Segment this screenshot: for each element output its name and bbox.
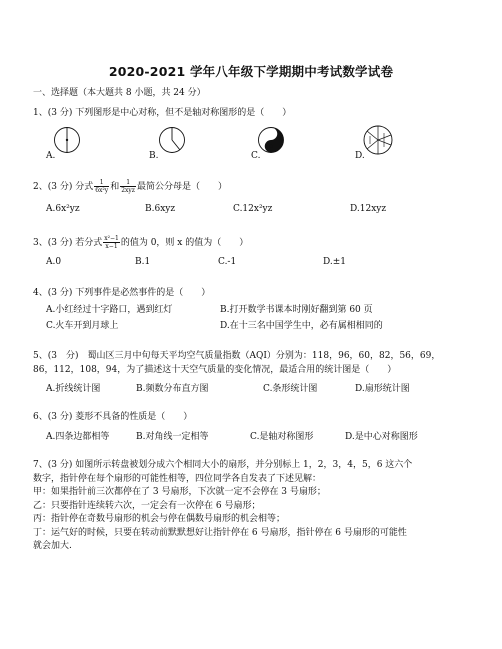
figure-1a-circle-vertical-line: [53, 126, 81, 154]
fraction-numerator: x²−1: [104, 235, 119, 242]
fraction-2-numerator: 1: [120, 179, 136, 187]
question-5-line-2: 86，112，108，94，为了描述这十天空气质量的变化情况，最适合用的统计图是（ ）: [33, 365, 397, 375]
question-1-stem: 1、(3 分) 下列图形是中心对称，但不是轴对称图形的是（ ）: [33, 108, 292, 118]
question-3-option-b: B.1: [135, 257, 151, 267]
fraction-1-numerator: 1: [94, 179, 109, 187]
question-7-line: 乙：只要指针连续转六次，一定会有一次停在 6 号扇形；: [33, 500, 261, 511]
question-6-option-d: D.是中心对称图形: [345, 432, 418, 442]
question-6-option-a: A.四条边都相等: [46, 432, 110, 442]
question-7-line: 就会加大.: [33, 541, 72, 551]
page-title: 2020-2021 学年八年级下学期期中考试数学试卷: [108, 64, 394, 79]
question-2-fraction-1: [94, 179, 109, 194]
question-3-option-c: C.-1: [218, 257, 237, 267]
question-7-line: 丁：运气好的时候，只要在转动前默默想好让指针停在 6 号扇形，指针停在 6 号扇形的可能性: [33, 527, 407, 538]
question-1-option-a: A.: [46, 151, 56, 161]
figure-1c-yin-yang: [257, 126, 285, 154]
figure-1b-circle-sector: [158, 126, 186, 154]
fraction-2-denominator: 2xyz: [121, 187, 135, 194]
question-5-option-a: A.折线统计图: [46, 384, 101, 394]
question-7-paragraph: [33, 459, 453, 554]
question-3-prefix: 3、(3 分) 若分式: [33, 238, 103, 248]
question-2-option-b: B.6xyz: [145, 204, 176, 214]
question-6-option-b: B.对角线一定相等: [136, 432, 209, 442]
question-3-stem: [33, 235, 248, 250]
question-2-suffix: 最简公分母是（ ）: [136, 182, 227, 192]
question-2-option-c: C.12x²yz: [233, 204, 273, 214]
question-2-option-a: A.6x²yz: [46, 204, 80, 214]
fraction-denominator: x−1: [105, 243, 118, 250]
question-3-option-d: D.±1: [323, 257, 347, 267]
question-2-stem: [33, 179, 227, 194]
question-2-conjunction: 和: [110, 182, 120, 192]
question-7-line: 7、(3 分) 如图所示转盘被划分成六个相同大小的扇形，并分别标上 1，2，3，4，5，6 这六个: [33, 460, 413, 470]
question-3-suffix: 的值为 0，则 x 的值为（ ）: [120, 238, 249, 248]
question-1-option-d: D.: [355, 151, 365, 161]
question-3-option-a: A.0: [46, 257, 62, 267]
question-2-prefix: 2、(3 分) 分式: [33, 182, 94, 192]
question-7-line: 丙：指针停在奇数号扇形的机会与停在偶数号扇形的机会相等；: [33, 514, 286, 524]
question-5-line-1: 5、(3 分) 蜀山区三月中旬每天平均空气质量指数（AQI）分别为：118，96，60，82，56，69，: [33, 351, 441, 361]
question-5-option-d: D.扇形统计图: [355, 384, 410, 394]
question-6-option-c: C.是轴对称图形: [250, 432, 314, 442]
question-4-stem: 4、(3 分) 下列事件是必然事件的是（ ）: [33, 288, 211, 298]
question-5-option-b: B.频数分布直方图: [136, 384, 209, 394]
question-6-stem: 6、(3 分) 菱形不具备的性质是（ ）: [33, 412, 193, 422]
question-4-option-c: C.火车开到月球上: [46, 321, 119, 331]
question-7-line: 数字，指针停在每个扇形的可能性相等，四位同学各自发表了下述见解：: [33, 473, 322, 484]
section-heading: 一、选择题（本大题共 8 小题，共 24 分）: [33, 88, 206, 98]
question-1-option-c: C.: [251, 151, 261, 161]
fraction-1-denominator: 6x²y: [95, 187, 109, 194]
figure-1d-circle-chords: [362, 124, 394, 156]
question-2-fraction-2: [120, 179, 136, 194]
question-7-line: 甲：如果指针前三次都停在了 3 号扇形，下次就一定不会停在 3 号扇形；: [33, 487, 326, 497]
question-5-option-c: C.条形统计图: [263, 384, 318, 394]
question-1-option-b: B.: [149, 151, 159, 161]
question-3-fraction: [103, 235, 120, 250]
question-4-option-a: A.小红经过十字路口，遇到红灯: [46, 305, 173, 315]
question-4-option-d: D.在十三名中国学生中，必有属相相同的: [220, 321, 383, 331]
question-4-option-b: B.打开数学书课本时刚好翻到第 60 页: [220, 305, 373, 315]
question-2-option-d: D.12xyz: [350, 204, 387, 214]
